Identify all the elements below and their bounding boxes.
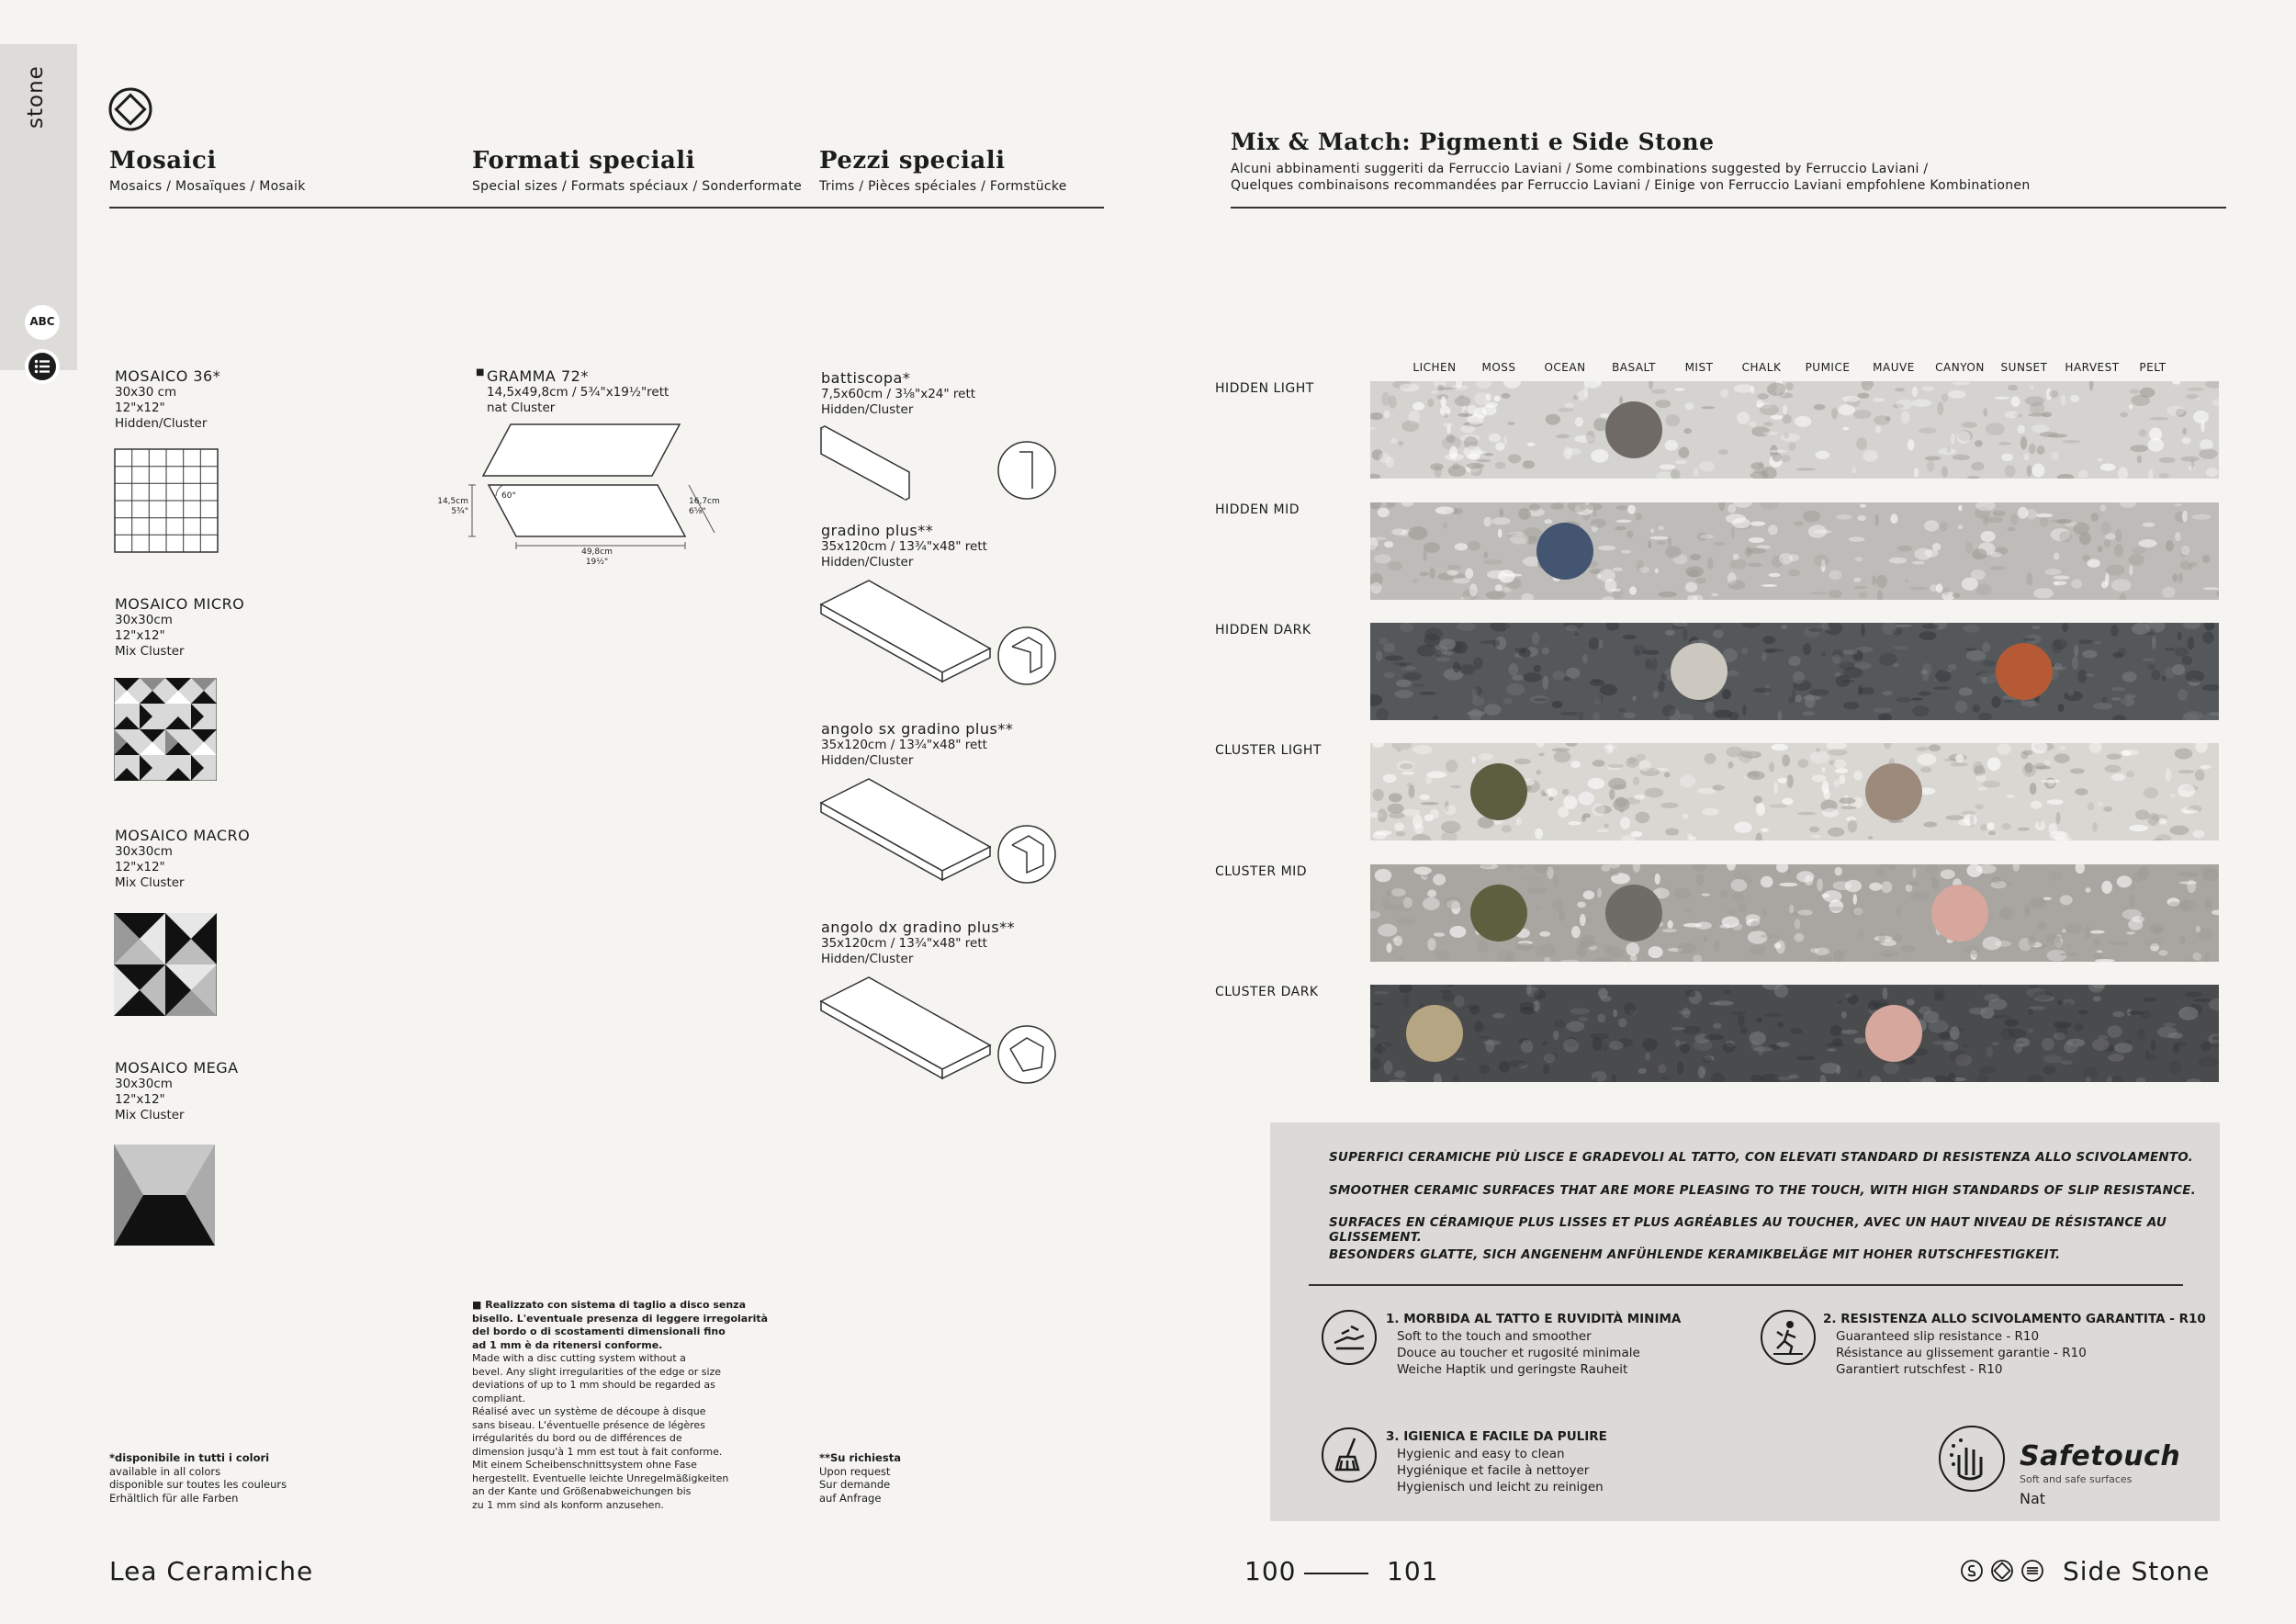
pigment-header: MOSS xyxy=(1481,361,1516,374)
dim-depth-cm: 16,7cm xyxy=(689,497,720,506)
trim-finish: Hidden/Cluster xyxy=(821,402,914,417)
row-label: CLUSTER DARK xyxy=(1215,985,1319,999)
footnote-line: auf Anfrage xyxy=(819,1491,882,1505)
mosaic-spec: Mix Cluster xyxy=(115,644,185,659)
safetouch-logo-icon xyxy=(1939,1426,2005,1492)
footnote-cut-system xyxy=(472,1299,768,1512)
dim-depth-in: 6⅝" xyxy=(689,507,706,516)
angolo-sx-drawing xyxy=(819,777,1058,887)
side-tab-label: stone xyxy=(24,65,48,129)
page-number-dash xyxy=(1304,1573,1368,1574)
pigment-dot-mauve xyxy=(1865,763,1922,820)
footnote-line: available in all colors xyxy=(109,1464,221,1478)
pigment-dot-moss xyxy=(1470,885,1527,942)
feature-2-lines xyxy=(1836,1328,2087,1378)
footnote-line: del bordo o di scostamenti dimensionali fino xyxy=(472,1325,726,1337)
gradino-plus-drawing xyxy=(819,579,1058,689)
format-finish: nat Cluster xyxy=(487,400,556,415)
stone-swatch-strip xyxy=(1370,864,2219,962)
pigment-header: CANYON xyxy=(1935,361,1985,374)
square-bullet-icon: ■ xyxy=(476,367,485,378)
row-label: HIDDEN LIGHT xyxy=(1215,381,1314,396)
dim-angle: 60° xyxy=(501,491,516,501)
row-label: HIDDEN MID xyxy=(1215,502,1300,517)
footnote-line: *disponibile in tutti i colori xyxy=(109,1451,270,1464)
section-title-mosaici: Mosaici xyxy=(109,147,217,175)
footnote-line: bisello. L'eventuale presenza di leggere irregolarità xyxy=(472,1312,769,1325)
safetouch-finish: Nat xyxy=(2020,1490,2046,1507)
slip-resistance-icon xyxy=(1761,1310,1816,1365)
mosaic-spec: 12"x12" xyxy=(115,400,165,415)
footnote-line: irrégularités du bord ou de différences de xyxy=(472,1432,682,1444)
mix-match-title: Mix & Match: Pigmenti e Side Stone xyxy=(1231,129,1715,155)
mosaic-36 xyxy=(115,367,220,432)
stone-texture xyxy=(1370,623,2219,720)
footnote-line: bevel. Any slight irregularities of the edge or size xyxy=(472,1365,722,1378)
mosaic-spec: 30x30cm xyxy=(115,844,173,859)
pigment-dot-basalt xyxy=(1605,401,1662,458)
safetouch-logo-name: Safetouch xyxy=(2020,1440,2181,1472)
abc-icon[interactable]: ABC xyxy=(25,305,60,340)
section-subtitle-formati: Special sizes / Formats spéciaux / Sonderformate xyxy=(472,179,803,194)
footnote-line: hergestellt. Eventuelle leichte Unregelmäßigkeiten xyxy=(472,1472,729,1484)
footnote-line: zu 1 mm sind als konform anzusehen. xyxy=(472,1498,664,1511)
trim-battiscopa xyxy=(821,369,975,418)
stone-swatch-strip xyxy=(1370,743,2219,840)
list-icon[interactable] xyxy=(25,349,60,384)
dim-height-in: 5¾" xyxy=(451,507,468,516)
pigment-header: OCEAN xyxy=(1544,361,1586,374)
feature-1-lines xyxy=(1397,1328,1640,1378)
mosaic-spec: 30x30cm xyxy=(115,613,173,627)
footnote-line: deviations of up to 1 mm should be regarded as xyxy=(472,1379,715,1391)
row-label: CLUSTER MID xyxy=(1215,864,1308,879)
mosaic-36-grid-image xyxy=(114,448,219,553)
feature-3-title: 3. IGIENICA E FACILE DA PULIRE xyxy=(1386,1429,1607,1444)
trim-angolo-sx xyxy=(821,720,1013,769)
mosaic-micro-image xyxy=(114,678,217,781)
dim-length-cm: 49,8cm xyxy=(581,547,613,557)
trim-size: 35x120cm / 13¾"x48" rett xyxy=(821,936,987,951)
dim-height-cm: 14,5cm xyxy=(437,497,468,506)
footer-brand: Lea Ceramiche xyxy=(109,1556,314,1586)
trim-name: battiscopa* xyxy=(821,369,911,387)
cleaning-icon xyxy=(1322,1427,1377,1483)
feature-line: Garantiert rutschfest - R10 xyxy=(1836,1362,2003,1377)
footnote-available xyxy=(109,1451,287,1505)
mix-match-subtitle-2: Quelques combinaisons recommandées par Ferruccio Laviani / Einige von Ferruccio Laviani empfohlene Kombinationen xyxy=(1231,178,2031,193)
claim-de: BESONDERS GLATTE, SICH ANGENEHM ANFÜHLENDE KERAMIKBELÄGE MIT HOHER RUTSCHFESTIGKEIT. xyxy=(1329,1247,2061,1262)
feature-line: Soft to the touch and smoother xyxy=(1397,1329,1592,1344)
stone-texture xyxy=(1370,381,2219,479)
trim-finish: Hidden/Cluster xyxy=(821,753,914,768)
dim-depth xyxy=(689,497,720,517)
pigment-header: MAUVE xyxy=(1873,361,1915,374)
footnote-line: Réalisé avec un système de découpe à disque xyxy=(472,1405,706,1417)
section-subtitle-mosaici: Mosaics / Mosaïques / Mosaik xyxy=(109,179,306,194)
mosaic-mega xyxy=(115,1059,239,1123)
mosaic-name: MOSAICO MACRO xyxy=(115,827,251,844)
safetouch-panel xyxy=(1270,1122,2220,1521)
footnote-line: Erhältlich für alle Farben xyxy=(109,1491,239,1505)
row-label: CLUSTER LIGHT xyxy=(1215,743,1322,758)
touch-hand-icon xyxy=(1322,1310,1377,1365)
mosaic-spec: Hidden/Cluster xyxy=(115,416,208,431)
pigment-header: SUNSET xyxy=(2000,361,2048,374)
trim-size: 35x120cm / 13¾"x48" rett xyxy=(821,539,987,554)
footnote-line: disponible sur toutes les couleurs xyxy=(109,1478,287,1491)
trim-name: angolo sx gradino plus** xyxy=(821,720,1014,738)
angolo-dx-drawing xyxy=(819,976,1058,1086)
row-label: HIDDEN DARK xyxy=(1215,623,1311,637)
format-name: GRAMMA 72* xyxy=(487,367,589,385)
feature-line: Weiche Haptik und geringste Rauheit xyxy=(1397,1362,1628,1377)
feature-line: Hygienisch und leicht zu reinigen xyxy=(1397,1480,1604,1494)
dim-height xyxy=(435,497,468,517)
feature-1-title: 1. MORBIDA AL TATTO E RUVIDITÀ MINIMA xyxy=(1386,1312,1682,1326)
trim-name: angolo dx gradino plus** xyxy=(821,919,1016,936)
stone-texture xyxy=(1370,502,2219,600)
footnote-request xyxy=(819,1451,901,1505)
trim-size: 35x120cm / 13¾"x48" rett xyxy=(821,738,987,752)
claim-en: SMOOTHER CERAMIC SURFACES THAT ARE MORE PLEASING TO THE TOUCH, WITH HIGH STANDARDS OF SLIP RESISTANCE. xyxy=(1329,1183,2196,1198)
pigment-dot-sunset xyxy=(1996,643,2053,700)
page-number-right: 101 xyxy=(1387,1556,1439,1586)
footer-symbol-icons xyxy=(1959,1558,2045,1584)
trim-angolo-dx xyxy=(821,919,1015,967)
feature-2-title: 2. RESISTENZA ALLO SCIVOLAMENTO GARANTITA - R10 xyxy=(1823,1312,2206,1326)
section-title-formati: Formati speciali xyxy=(472,147,696,175)
pigment-dot-lichen xyxy=(1406,1005,1463,1062)
mosaic-spec: 12"x12" xyxy=(115,628,165,643)
mosaic-name: MOSAICO MICRO xyxy=(115,595,245,613)
pigment-header: CHALK xyxy=(1741,361,1782,374)
trim-size: 7,5x60cm / 3⅛"x24" rett xyxy=(821,387,976,401)
pigment-dot-mauve xyxy=(1865,1005,1922,1062)
header-rule-left xyxy=(109,207,1104,209)
mosaic-spec: Mix Cluster xyxy=(115,875,185,890)
gramma-72 xyxy=(487,367,669,416)
pigment-dot-ocean xyxy=(1536,523,1593,580)
safetouch-tagline: Soft and safe surfaces xyxy=(2020,1473,2133,1485)
footnote-line: ad 1 mm è da ritenersi conforme. xyxy=(472,1338,663,1351)
stone-swatch-strip xyxy=(1370,381,2219,479)
feature-line: Résistance au glissement garantie - R10 xyxy=(1836,1346,2087,1360)
trim-finish: Hidden/Cluster xyxy=(821,952,914,966)
page-number-left: 100 xyxy=(1244,1556,1297,1586)
panel-rule xyxy=(1309,1284,2183,1286)
footnote-line: Sur demande xyxy=(819,1478,891,1491)
pigment-header: PELT xyxy=(2139,361,2167,374)
format-size: 14,5x49,8cm / 5¾"x19½"rett xyxy=(487,385,670,400)
dim-length xyxy=(569,547,625,568)
trim-finish: Hidden/Cluster xyxy=(821,555,914,570)
mosaic-spec: 30x30 cm xyxy=(115,385,177,400)
footer-collection: Side Stone xyxy=(2063,1556,2211,1586)
mosaic-spec: 12"x12" xyxy=(115,1092,165,1107)
pigment-dot-mist xyxy=(1671,643,1728,700)
trim-gradino-plus xyxy=(821,522,987,570)
brand-diamond-icon xyxy=(107,86,153,132)
side-tab xyxy=(0,44,77,370)
footnote-line: compliant. xyxy=(472,1392,526,1404)
footnote-line: Upon request xyxy=(819,1464,891,1478)
mosaic-micro xyxy=(115,595,244,660)
pigment-header: LICHEN xyxy=(1412,361,1457,374)
pigment-dot-moss xyxy=(1470,763,1527,820)
mix-match-subtitle-1: Alcuni abbinamenti suggeriti da Ferruccio Laviani / Some combinations suggested by Ferruccio Laviani / xyxy=(1231,162,1929,176)
footnote-line: dimension jusqu'à 1 mm est tout à fait conforme. xyxy=(472,1445,723,1458)
mosaic-spec: 12"x12" xyxy=(115,860,165,874)
pigment-dot-basalt xyxy=(1605,885,1662,942)
stone-swatch-strip xyxy=(1370,502,2219,600)
feature-line: Douce au toucher et rugosité minimale xyxy=(1397,1346,1640,1360)
dim-length-in: 19½" xyxy=(585,558,609,567)
mosaic-macro xyxy=(115,827,250,891)
mosaic-macro-image xyxy=(114,913,217,1016)
feature-line: Hygiénique et facile à nettoyer xyxy=(1397,1463,1590,1478)
feature-3-lines xyxy=(1397,1446,1604,1495)
feature-line: Hygienic and easy to clean xyxy=(1397,1447,1565,1461)
stone-texture xyxy=(1370,985,2219,1082)
mosaic-mega-image xyxy=(114,1145,215,1246)
pigment-header: PUMICE xyxy=(1805,361,1851,374)
mosaic-name: MOSAICO 36* xyxy=(115,367,221,385)
section-subtitle-pezzi: Trims / Pièces spéciales / Formstücke xyxy=(819,179,1067,194)
header-rule-right xyxy=(1231,207,2226,209)
footnote-line: an der Kante und Größenabweichungen bis xyxy=(472,1485,692,1497)
stone-swatch-strip xyxy=(1370,985,2219,1082)
stone-swatch-strip xyxy=(1370,623,2219,720)
footnote-line: Mit einem Scheibenschnittsystem ohne Fase xyxy=(472,1459,697,1471)
trim-name: gradino plus** xyxy=(821,522,934,539)
pigment-header: BASALT xyxy=(1612,361,1656,374)
mosaic-name: MOSAICO MEGA xyxy=(115,1059,239,1077)
feature-line: Guaranteed slip resistance - R10 xyxy=(1836,1329,2040,1344)
pigment-dot-canyon xyxy=(1931,885,1988,942)
section-title-pezzi: Pezzi speciali xyxy=(819,147,1006,175)
battiscopa-drawing xyxy=(819,424,1058,503)
claim-it: SUPERFICI CERAMICHE PIÙ LISCE E GRADEVOLI AL TATTO, CON ELEVATI STANDARD DI RESISTENZA ALLO SCIVOLAMENTO. xyxy=(1329,1150,2193,1165)
footnote-line: Made with a disc cutting system without a xyxy=(472,1352,686,1364)
pigment-header: HARVEST xyxy=(2065,361,2120,374)
mosaic-spec: 30x30cm xyxy=(115,1077,173,1091)
mosaic-spec: Mix Cluster xyxy=(115,1108,185,1122)
footnote-line: **Su richiesta xyxy=(819,1451,901,1464)
claim-fr: SURFACES EN CÉRAMIQUE PLUS LISSES ET PLUS AGRÉABLES AU TOUCHER, AVEC UN HAUT NIVEAU DE RÉSISTANCE AU GLISSEMENT. xyxy=(1329,1215,2167,1245)
pigment-header: MIST xyxy=(1684,361,1714,374)
footnote-line: sans biseau. L'éventuelle présence de légères xyxy=(472,1418,705,1431)
footnote-line: ■ Realizzato con sistema di taglio a disco senza xyxy=(472,1299,746,1311)
